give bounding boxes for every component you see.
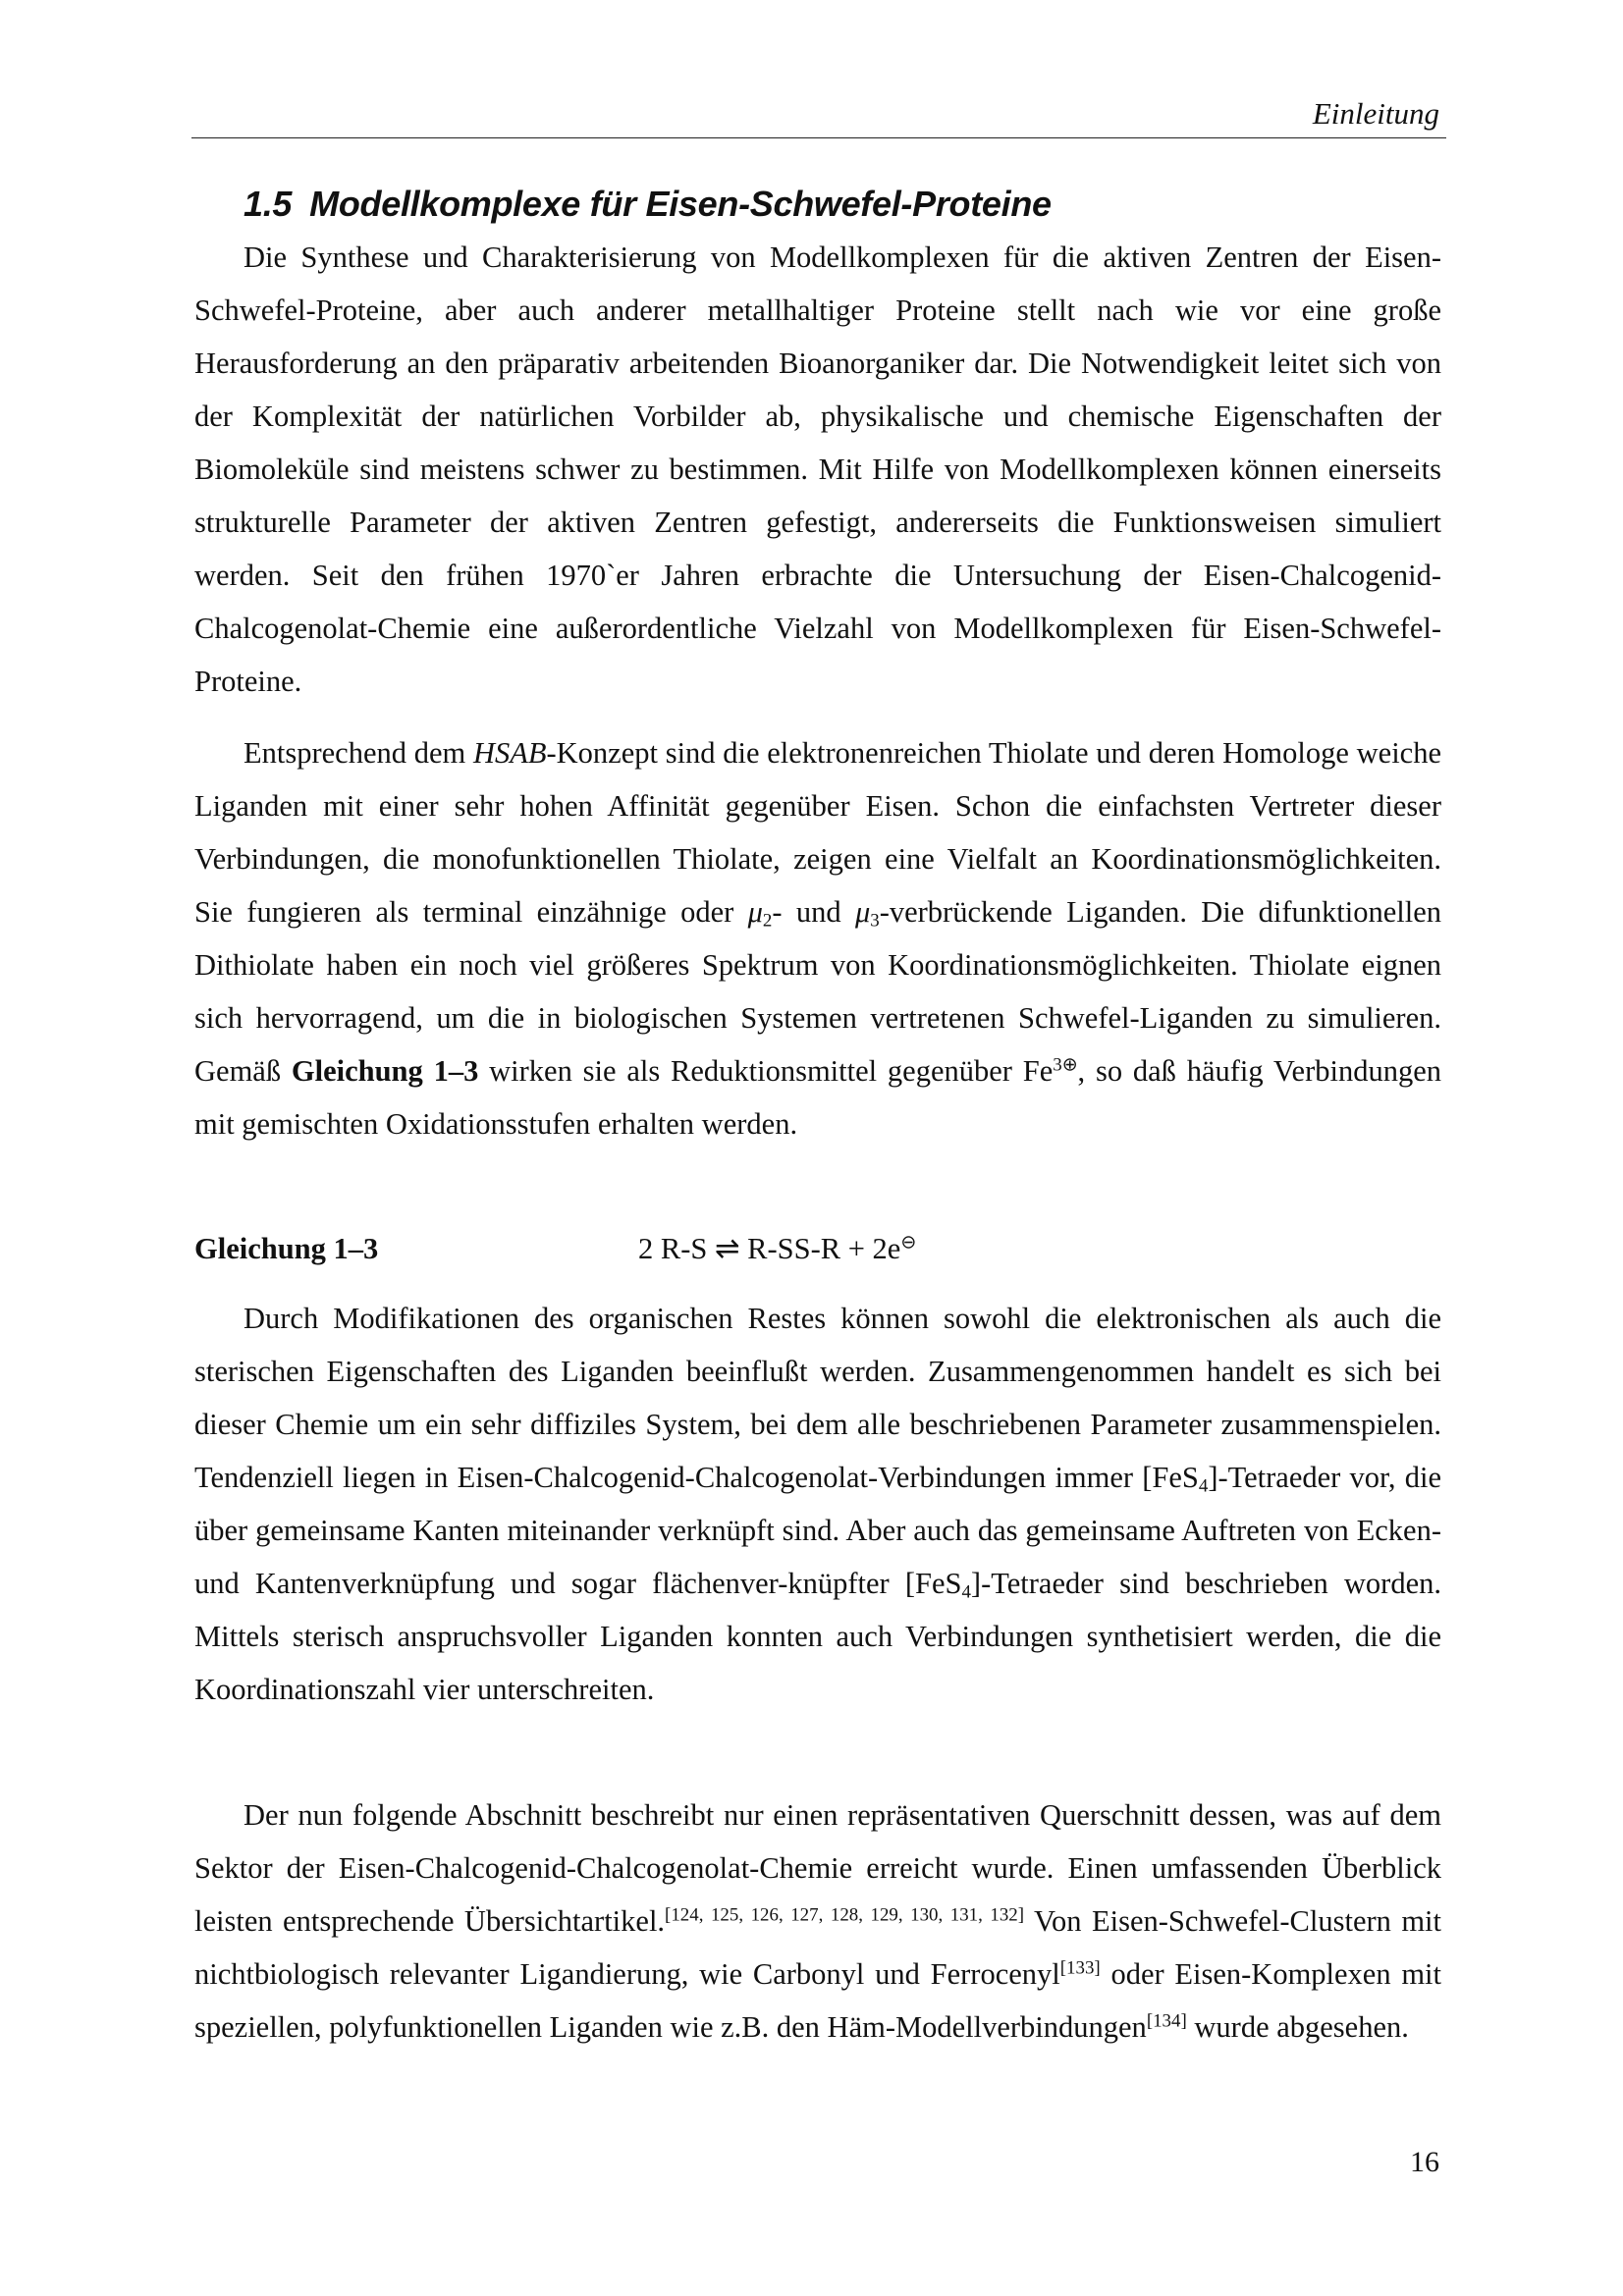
text: wurde abgesehen. (1186, 2010, 1409, 2044)
text: , so daß häufig Verbindungen mit gemischten Oxidationsstufen erhalten werden. (194, 1054, 1442, 1141)
text: Durch Modifikationen des organischen Restes können sowohl die elektronischen als auch die sterischen Eigenschaften des Liganden beeinflußt werden. Zusammengenommen handelt es sich bei dieser Chemie um ein sehr diffiziles System, bei dem alle beschriebenen Parameter zusammenspielen. Tendenziell liegen in Eisen-Chalcogenid-Chalcogenolat-Verbindungen immer [FeS (194, 1302, 1441, 1494)
charge-superscript: 3⊕ (1053, 1054, 1078, 1076)
running-header: Einleitung (1312, 96, 1439, 131)
citation[interactable]: [134] (1146, 2010, 1187, 2032)
mu-symbol: μ (854, 895, 871, 929)
text: oder Eisen-Komplexen mit speziellen, polyfunktionellen Liganden wie z.B. den Häm-Modellverbindungen (194, 1957, 1441, 2044)
paragraph-1-text: Die Synthese und Charakterisierung von Modellkomplexen für die aktiven Zentren der Eisen-Schwefel-Proteine, aber auch anderer metallhaltiger Proteine stellt nach wie vor eine große Herausforderung an den präparativ arbeitenden Bioanorganiker dar. Die Notwendigkeit leitet sich von der Komplexität der natürlichen Vorbilder ab, physikalische und chemische Eigenschaften der Biomoleküle sind meistens schwer zu bestimmen. Mit Hilfe von Modellkomplexen können einerseits strukturelle Parameter der aktiven Zentren gefestigt, andererseits die Funktionsweisen simuliert werden. Seit den frühen 1970`er Jahren erbrachte die Untersuchung der Eisen-Chalcogenid-Chalcogenolat-Chemie eine außerordentliche Vielzahl von Modellkomplexen für Eisen-Schwefel-Proteine. (194, 240, 1441, 698)
section-number: 1.5 (243, 184, 293, 224)
equation-formula (638, 1222, 916, 1275)
paragraph-2 (194, 726, 1441, 1150)
hsab-term: HSAB (472, 736, 547, 770)
text: -Konzept sind die elektronenreichen Thiolate und deren Homologe weiche Liganden mit einer sehr hohen Affinität gegenüber Eisen. Schon die einfachsten Vertreter dieser Verbindungen, die monofunktionellen Thiolate, zeigen eine Vielfalt an Koordinationsmöglichkeiten. Sie fungieren als terminal einzähnige oder (194, 736, 1441, 929)
paragraph-3 (194, 1292, 1441, 1716)
formula-text: 2 R-S ⇌ R-SS-R + 2e (638, 1232, 901, 1265)
text: wirken sie als Reduktionsmittel gegenüber Fe (478, 1054, 1054, 1088)
mu-symbol: μ (747, 895, 763, 929)
text: ]-Tetraeder sind beschrieben worden. Mittels sterisch anspruchsvoller Liganden konnten auch Verbindungen synthetisiert werden, die die Koordinationszahl vier unterschreiten. (194, 1567, 1441, 1706)
text: Entsprechend dem (243, 736, 473, 770)
paragraph-4 (194, 1789, 1441, 2054)
text: Der nun folgende Abschnitt beschreibt nur einen repräsentativen Querschnitt dessen, was auf dem Sektor der Eisen-Chalcogenid-Chalcogenolat-Chemie erreicht wurde. Einen umfassenden Überblick leisten entsprechende Übersichtartikel. (194, 1798, 1441, 1938)
text: - und (772, 895, 855, 929)
citation[interactable]: [133] (1059, 1957, 1101, 1979)
citation[interactable]: [124, 125, 126, 127, 128, 129, 130, 131, 132] (665, 1904, 1025, 1926)
paragraph-1 (194, 231, 1441, 708)
equation-reference[interactable]: Gleichung 1–3 (291, 1054, 479, 1088)
section-heading (243, 184, 1052, 225)
page-number: 16 (1410, 2146, 1439, 2178)
text: -verbrückende Liganden. Die difunktionellen Dithiolate haben ein noch viel größeres Spektrum von Koordinationsmöglichkeiten. Thiolate eignen sich hervorragend, um die in biologischen Systemen vertretenen Schwefel-Liganden zu simulieren. Gemäß (194, 895, 1441, 1088)
text: ]-Tetraeder vor, die über gemeinsame Kanten miteinander verknüpft sind. Aber auch das gemeinsame Auftreten von Ecken- und Kantenverknüpfung und sogar flächenver-knüpfter [FeS (194, 1461, 1441, 1600)
electron-charge: ⊖ (900, 1232, 917, 1254)
mu-subscript: 3 (870, 910, 880, 932)
text: Von Eisen-Schwefel-Clustern mit nichtbiologisch relevanter Ligandierung, wie Carbonyl und Ferrocenyl (194, 1904, 1441, 1991)
equation-label: Gleichung 1–3 (194, 1232, 379, 1265)
header-rule (191, 137, 1446, 138)
mu-subscript: 2 (762, 910, 773, 932)
subscript: 4 (1198, 1475, 1209, 1497)
section-title: Modellkomplexe für Eisen-Schwefel-Proteine (309, 184, 1052, 224)
subscript: 4 (961, 1581, 971, 1603)
